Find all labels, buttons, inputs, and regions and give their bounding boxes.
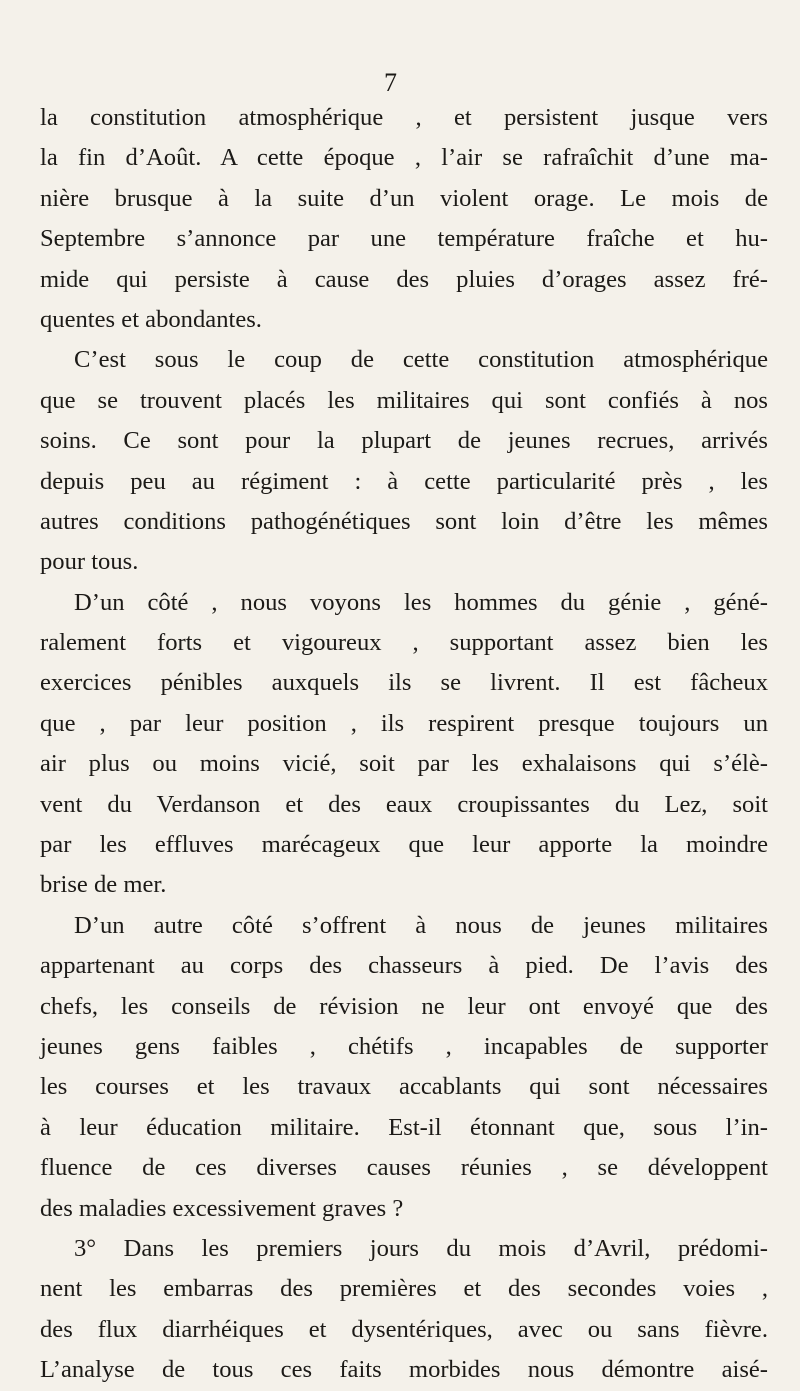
text-line: soins. Ce sont pour la plupart de jeunes recrues, arrivés — [40, 427, 768, 455]
text-line: pour tous. — [40, 548, 139, 576]
text-line: nière brusque à la suite d’un violent orage. Le mois de — [40, 184, 768, 212]
text-line: brise de mer. — [40, 871, 167, 899]
text-line: autres conditions pathogénétiques sont loin d’être les mêmes — [40, 507, 768, 535]
text-line: D’un côté , nous voyons les hommes du génie , géné- — [74, 588, 768, 616]
text-line: L’analyse de tous ces faits morbides nous démontre aisé- — [40, 1356, 768, 1384]
text-line: vent du Verdanson et des eaux croupissantes du Lez, soit — [40, 790, 768, 818]
text-line: D’un autre côté s’offrent à nous de jeunes militaires — [74, 911, 768, 939]
text-line: par les effluves marécageux que leur apporte la moindre — [40, 831, 768, 859]
text-line: C’est sous le coup de cette constitution atmosphérique — [74, 346, 768, 374]
body-text — [40, 98, 768, 1391]
text-line: nent les embarras des premières et des secondes voies , — [40, 1275, 768, 1303]
text-line: depuis peu au régiment : à cette particularité près , les — [40, 467, 768, 495]
text-line: des flux diarrhéiques et dysentériques, avec ou sans fièvre. — [40, 1315, 768, 1343]
text-line: mide qui persiste à cause des pluies d’orages assez fré- — [40, 265, 768, 293]
text-line: quentes et abondantes. — [40, 305, 262, 333]
text-line: ralement forts et vigoureux , supportant assez bien les — [40, 629, 768, 657]
text-line: 3° Dans les premiers jours du mois d’Avril, prédomi- — [74, 1234, 768, 1262]
page-number: 7 — [384, 68, 397, 97]
text-line: jeunes gens faibles , chétifs , incapables de supporter — [40, 1032, 768, 1060]
text-line: chefs, les conseils de révision ne leur ont envoyé que des — [40, 992, 768, 1020]
text-line: exercices pénibles auxquels ils se livrent. Il est fâcheux — [40, 669, 768, 697]
text-line: appartenant au corps des chasseurs à pied. De l’avis des — [40, 952, 768, 980]
text-line: Septembre s’annonce par une température fraîche et hu- — [40, 225, 768, 253]
text-line: que , par leur position , ils respirent presque toujours un — [40, 709, 768, 737]
text-line: air plus ou moins vicié, soit par les exhalaisons qui s’élè- — [40, 750, 768, 778]
text-line: des maladies excessivement graves ? — [40, 1194, 404, 1222]
text-line: à leur éducation militaire. Est-il étonnant que, sous l’in- — [40, 1113, 768, 1141]
text-line: la fin d’Août. A cette époque , l’air se rafraîchit d’une ma- — [40, 144, 768, 172]
text-line: les courses et les travaux accablants qui sont nécessaires — [40, 1073, 768, 1101]
text-line: que se trouvent placés les militaires qui sont confiés à nos — [40, 386, 768, 414]
text-line: fluence de ces diverses causes réunies , se développent — [40, 1154, 768, 1182]
text-line: la constitution atmosphérique , et persistent jusque vers — [40, 104, 768, 131]
